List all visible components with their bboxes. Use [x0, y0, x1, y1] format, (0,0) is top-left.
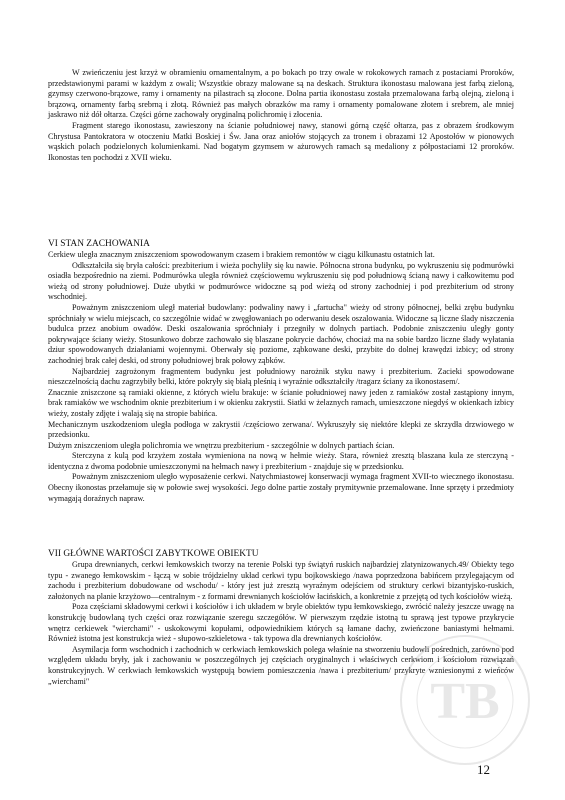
paragraph: Mechanicznym uszkodzeniom uległa podłoga w zakrystii /częściowo zerwana/. Wykruszyły się niektóre klepki ze skrzydła drzwiowego w przedsionku. — [48, 419, 514, 440]
paragraph: W zwieńczeniu jest krzyż w obramieniu ornamentalnym, a po bokach po trzy owale w rokokowych ramach z postaciami Proroków, przedstawionymi parami w każdym z owali; Wszystkie obrazy malowane są na deskach. Struktura ikonostasu malowana jest farbą zieloną, gzymsy czerwono-brązowe, ramy i ornamenty na pilastrach są złocone. Dolna partia ikonostasu została przemalowana farbą olejną, zieloną i brązową, ornamenty farbą srebrną i złotą. Również pas małych obrazków ma ramy i ornamenty pomalowane złotem i srebrem, ale mniej jaskrawo niż dół ołtarza. Części górne zachowały oryginalną polichromię i złocenia. — [48, 68, 514, 120]
paragraph: Cerkiew uległa znacznym zniszczeniom spowodowanym czasem i brakiem remontów w ciągu kilkunastu ostatnich lat. — [48, 250, 435, 259]
section-heading: VI STAN ZACHOWANIA — [48, 239, 150, 249]
intro-block — [48, 68, 514, 163]
paragraph: Dużym zniszczeniom uległa polichromia we wnętrzu prezbiterium - szczególnie w dolnych partiach ścian. — [48, 440, 395, 450]
section-heading: VII GŁÓWNE WARTOŚCI ZABYTKOWE OBIEKTU — [48, 549, 259, 559]
paragraph: Asymilacja form wschodnich i zachodnich w cerkwiach łemkowskich polega właśnie na stworzeniu budowli pośrednich, zarówno pod względem układu bryły, jak i zachowaniu w poszczególnych jej częściach oryginalnych i właściwych cerkwiom i kościołom rozwiązań konstrukcyjnych. W cerkwiach łemkowskich występują bowiem pomieszczenia /nawa i prezbiterium/ przykryte wzniesionymi z wieńców „wierchami" — [48, 644, 514, 686]
foundation-stamp — [390, 630, 540, 770]
page-number: 12 — [477, 762, 490, 777]
paragraph: Znacznie zniszczone są ramiaki okienne, z których wielu brakuje: w ścianie południowej nawy jeden z ramiaków został zastąpiony innym, brak ramiaków we wschodnim oknie prezbiterium i w okienku zakrystii. Siatki w żelaznych ramach, umieszczone niegdyś w okienkach izbicy wieży, zostały zdjęte i walają się na stropie babińca. — [48, 387, 514, 418]
paragraph: Poważnym zniszczeniom uległo wyposażenie cerkwi. Natychmiastowej konserwacji wymaga fragment XVII-to wiecznego ikonostasu. Obecny ikonostas przełamuje się w połowie swej wysokości. Jego dolne partie zostały prymitywnie przemalowane. Inne sprzęty i przedmioty wymagają doraźnych napraw. — [48, 472, 514, 503]
paragraph: Sterczyna z kulą pod krzyżem została wymieniona na nową w hełmie wieży. Stara, również zresztą blaszana kula ze sterczyną - identyczna z dwoma podobnie umieszczonymi na hełmach nawy i prezbiterium - znajduje się w przedsionku. — [48, 451, 514, 471]
paragraph: Najbardziej zagrożonym fragmentem budynku jest południowy narożnik styku nawy i prezbiterium. Zacieki spowodowane nieszczelnością dachu zagrzybiły belki, które pokryły się białą pleśnią i wyraźnie odkształciły /tragarz ściany za ikonostasem/. — [48, 366, 514, 387]
paragraph: Grupa drewnianych, cerkwi łemkowskich tworzy na terenie Polski typ świątyń ruskich najbardziej zlatynizowanych.49/ Obiekty tego typu - zwanego łemkowskim - łączą w sobie trójdzielny układ cerkwi typu bojkowskiego /nawa poprzedzona babińcem przylegającym od zachodu i prezbiterium dobudowane od wschodu/ - który jest już zresztą wyraźnym odejściem od struktury cerkwi bizantyjsko-ruskich, założonych na planie krzyżowo—centralnym - z formami drewnianych kościołów łacińskich, a konkretnie z przejętą od tych kościołów wieżą. — [48, 560, 514, 601]
paragraph: Fragment starego ikonostasu, zawieszony na ścianie południowej nawy, stanowi górną część ołtarza, pas z obrazem środkowym Chrystusa Pantokratora w otoczeniu Matki Boskiej i Św. Jana oraz aniołów stojących za tronem i obrazami 12 Apostołów w pionowych wąskich polach podzielonych kolumienkami. Nad bogatym gzymsem w ażurowych ramach są medaliony z półpostaciami 12 proroków. Ikonostas ten pochodzi z XVII wieku. — [48, 120, 514, 162]
section-6 — [48, 238, 514, 504]
paragraph: Poważnym zniszczeniom uległ materiał budowlany: podwaliny nawy i „fartucha" wieży od strony północnej, belki zrębu budynku spróchniały w wielu miejscach, co szczególnie widać w zwęgłowaniach po oderwaniu desek oszalowania. Widoczne są liczne ślady niszczenia budulca przez anobium owadów. Deski oszalowania spróchniały i przegniły w dolnych partiach. Podobnie zniszczeniu uległy gonty pokrywające ściany wieży. Stosunkowo dobrze zachowało się blaszane pokrycie dachów, chociaż ma na sobie bardzo liczne ślady wyłatania dziur spowodowanych działaniami wojennymi. Oberwały się poziome, ząbkowane deski, przybite do dolnej krawędzi izbicy; od strony zachodniej brak całej deski, od strony południowej brak połowy ząbków. — [48, 302, 514, 365]
svg-text:TB: TB — [430, 673, 500, 730]
paragraph: Odkształciła się bryła całości: prezbiterium i wieża pochyliły się ku nawie. Północna strona budynku, po wykruszeniu się podmurówki osiadła bezpośrednio na ziemi. Podmurówka uległa również częściowemu wykruszeniu się pod południową ścianą nawy i całkowitemu pod wieżą od strony południowej. Duże ubytki w podmurówce widoczne są pod wieżą od strony zachodniej i pod prezbiterium od strony wschodniej. — [48, 260, 514, 302]
paragraph: Poza częściami składowymi cerkwi i kościołów i ich układem w bryle obiektów typu łemkowskiego, zwrócić należy jeszcze uwagę na konstrukcję budowlaną tych części oraz rozwiązanie szeregu szczegółów. W pierwszym rzędzie istotną tu sprawą jest typowe przykrycie wnętrz cerkiewek "wierchami" - uskokowymi kopułami, odpowiednikiem których są łamane dachy, zwieńczone baniastymi hełmami. Również istotna jest konstrukcja wież - słupowo-szkieletowa - tak typowa dla drewnianych kościołów. — [48, 602, 514, 644]
